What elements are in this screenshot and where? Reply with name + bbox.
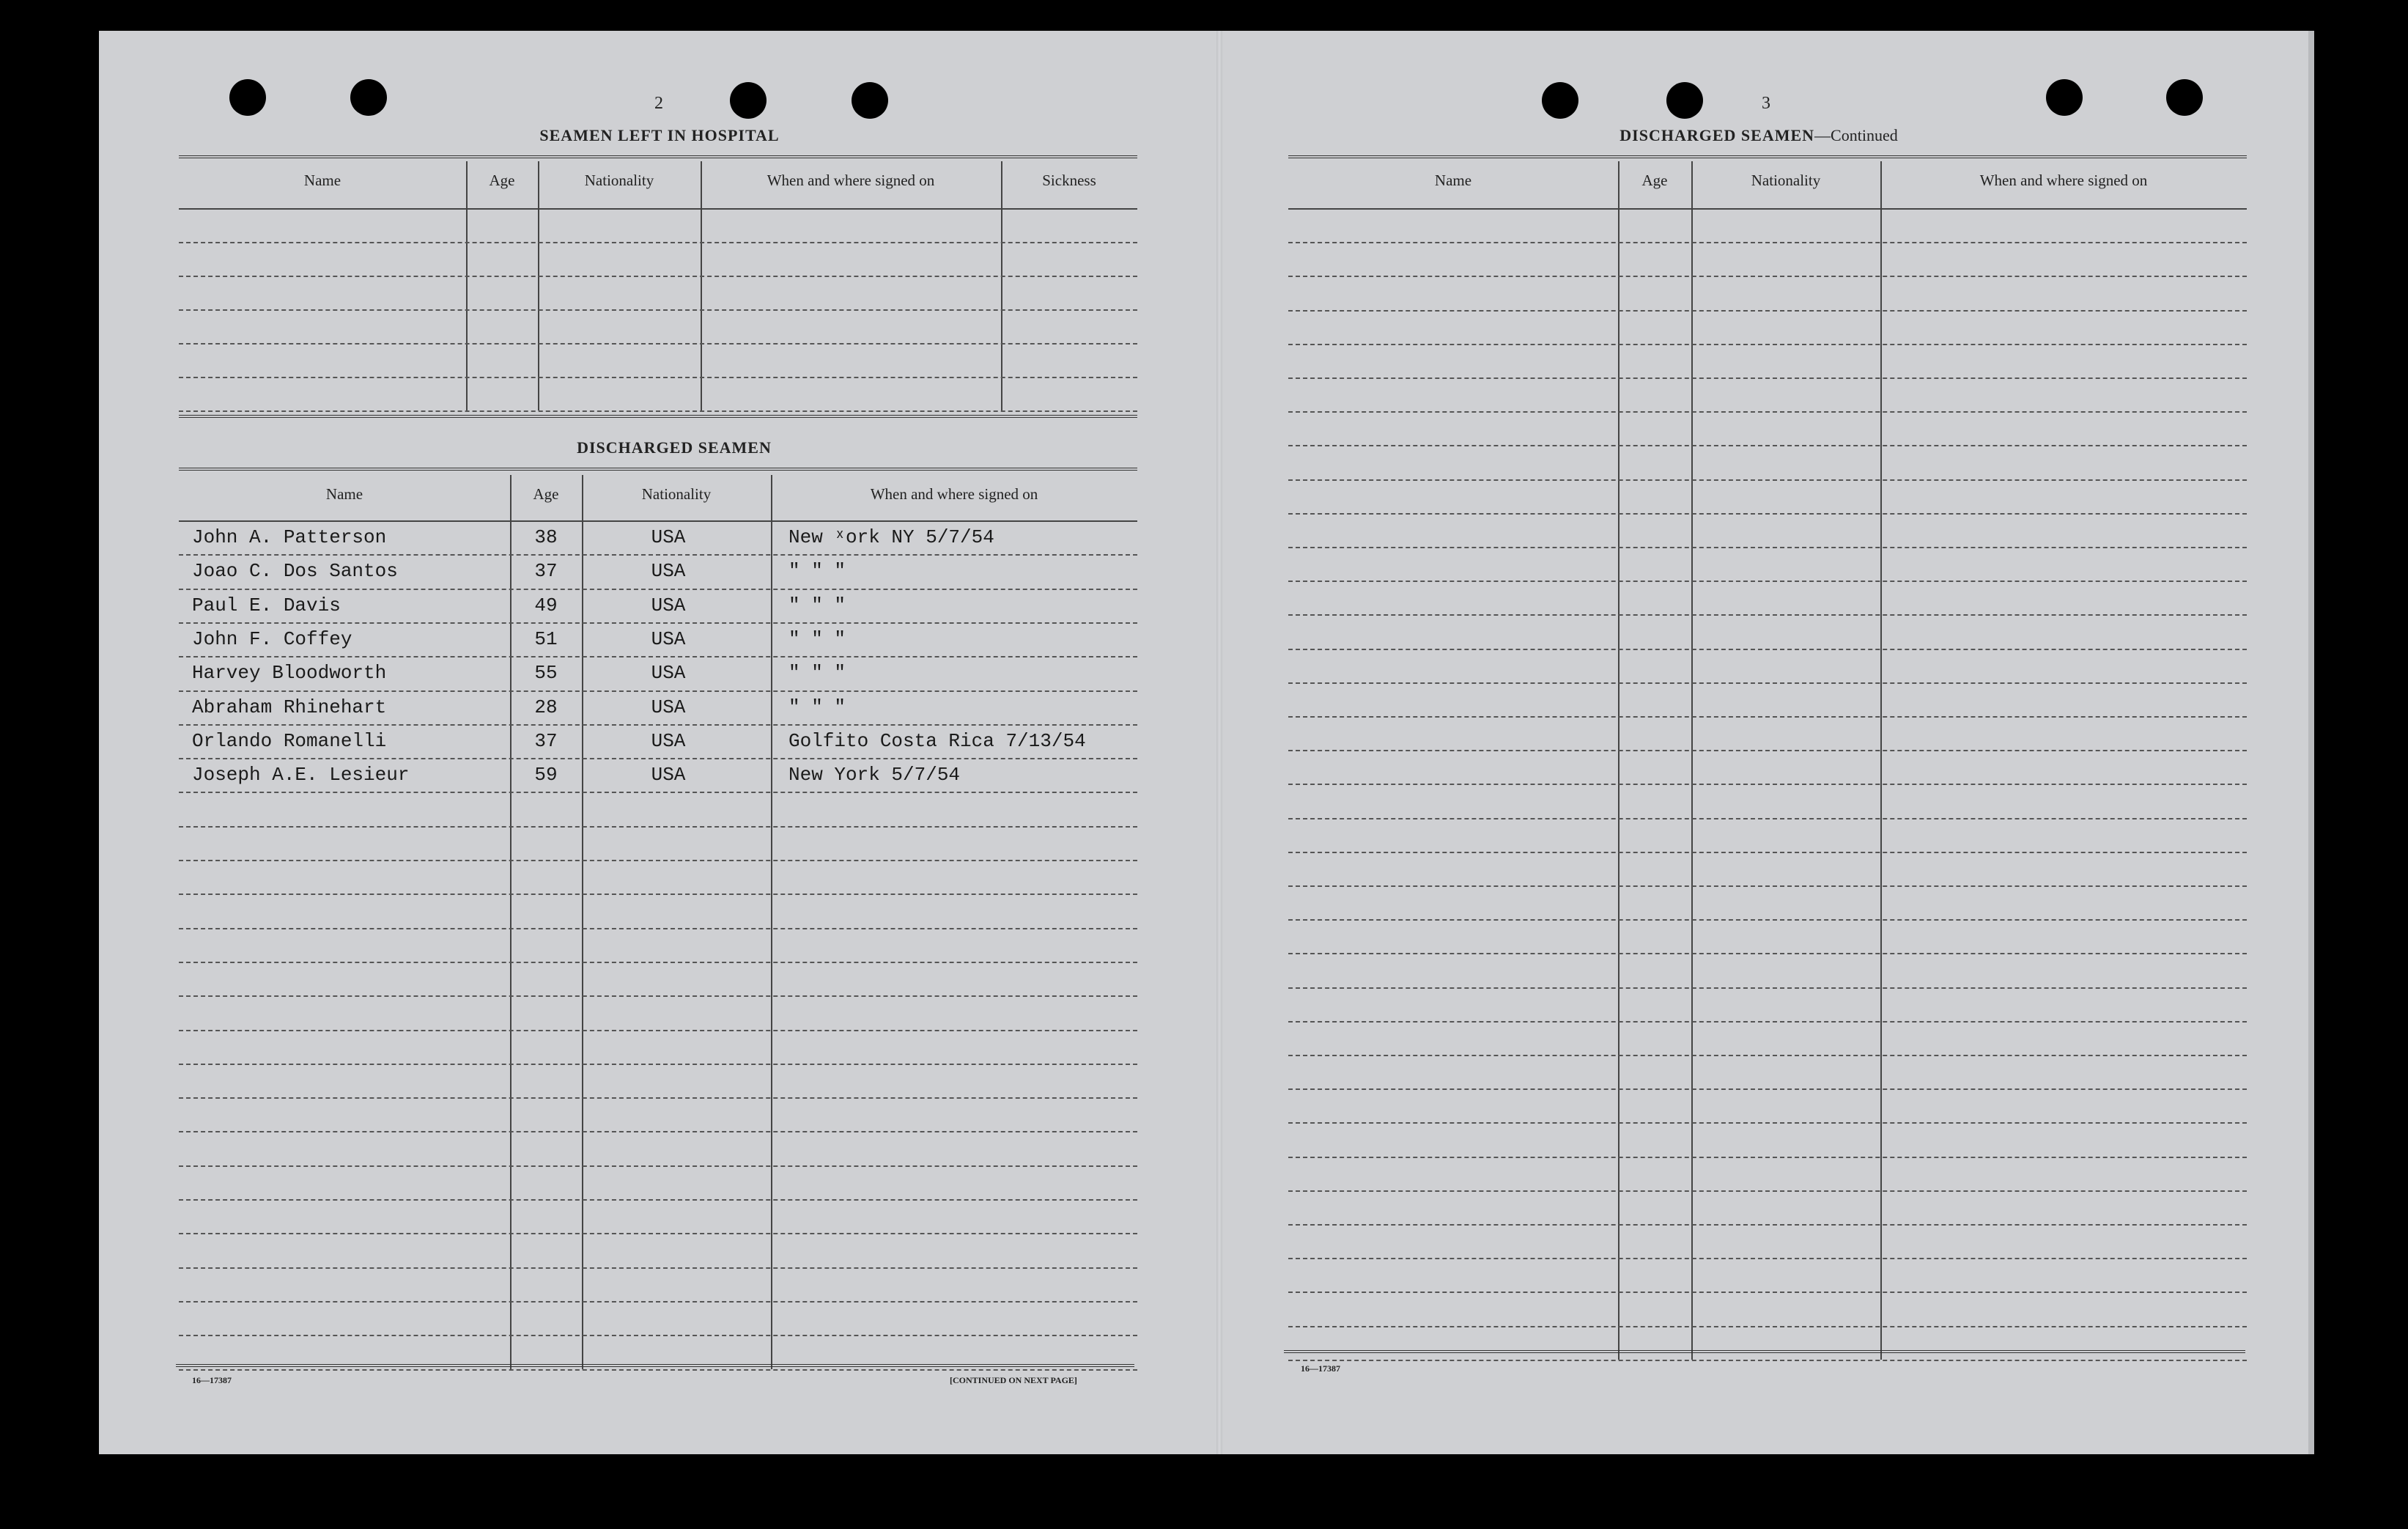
row-line — [1288, 953, 2247, 954]
row-line — [1288, 547, 2247, 548]
seaman-signed-on: " " " — [788, 560, 846, 583]
page-edge — [2308, 31, 2314, 1454]
header-underline — [179, 520, 1137, 522]
row-line — [1288, 276, 2247, 277]
row-line — [179, 554, 1137, 556]
row-line — [1288, 784, 2247, 785]
seaman-signed-on: Golfito Costa Rica 7/13/54 — [788, 729, 1086, 752]
row-line — [179, 1267, 1137, 1269]
punch-hole — [229, 79, 266, 116]
column-header: Nationality — [584, 172, 654, 189]
row-line — [179, 995, 1137, 997]
row-line — [1288, 649, 2247, 650]
form-number: 16—17387 — [192, 1375, 232, 1385]
seaman-signed-on: " " " — [788, 594, 846, 616]
punch-hole — [350, 79, 387, 116]
seaman-nationality: USA — [651, 662, 686, 685]
column-header: Age — [533, 485, 559, 503]
continued-note: [CONTINUED ON NEXT PAGE] — [950, 1375, 1077, 1385]
row-line — [1288, 818, 2247, 819]
seaman-name: John A. Patterson — [192, 526, 387, 548]
row-line — [1288, 1021, 2247, 1023]
row-line — [1288, 1157, 2247, 1158]
title-suffix: —Continued — [1814, 126, 1898, 144]
row-line — [179, 1064, 1137, 1065]
header-underline — [179, 208, 1137, 210]
column-header: Name — [1434, 172, 1472, 189]
row-line — [1288, 310, 2247, 312]
row-line — [1288, 919, 2247, 921]
row-line — [179, 242, 1137, 243]
seaman-signed-on: New York 5/7/54 — [788, 764, 961, 786]
column-divider — [771, 475, 772, 1369]
seaman-name: Joseph A.E. Lesieur — [192, 764, 410, 786]
seaman-age: 49 — [534, 594, 558, 616]
column-divider — [1618, 161, 1620, 1360]
column-divider — [538, 161, 539, 410]
row-line — [1288, 1224, 2247, 1226]
seaman-name: Abraham Rhinehart — [192, 696, 387, 718]
page-number: 3 — [1762, 94, 1770, 113]
seaman-age: 59 — [534, 764, 558, 786]
row-line — [179, 1199, 1137, 1201]
discharged-title: DISCHARGED SEAMEN — [577, 438, 772, 457]
column-divider — [1880, 161, 1882, 1360]
row-line — [179, 758, 1137, 759]
row-line — [1288, 411, 2247, 413]
row-line — [1288, 1122, 2247, 1124]
seaman-age: 51 — [534, 627, 558, 650]
row-line — [179, 792, 1137, 793]
row-line — [1288, 581, 2247, 582]
column-header: Age — [1641, 172, 1668, 189]
row-line — [1288, 1055, 2247, 1056]
row-line — [179, 276, 1137, 277]
row-line — [179, 928, 1137, 929]
right-top-rule — [1288, 155, 2247, 158]
seaman-nationality: USA — [651, 560, 686, 583]
seaman-age: 38 — [534, 526, 558, 548]
row-line — [1288, 682, 2247, 684]
seaman-name: Harvey Bloodworth — [192, 662, 387, 685]
seaman-signed-on: " " " — [788, 696, 846, 718]
row-line — [1288, 1292, 2247, 1293]
column-divider — [701, 161, 702, 410]
punch-hole — [2046, 79, 2083, 116]
seaman-signed-on: " " " — [788, 662, 846, 685]
row-line — [1288, 344, 2247, 345]
header-underline — [1288, 208, 2247, 210]
row-line — [179, 724, 1137, 726]
seaman-nationality: USA — [651, 764, 686, 786]
row-line — [179, 894, 1137, 895]
row-line — [179, 690, 1137, 692]
seaman-nationality: USA — [651, 729, 686, 752]
column-header: Name — [303, 172, 341, 189]
row-line — [179, 343, 1137, 345]
row-line — [179, 1131, 1137, 1132]
row-line — [179, 589, 1137, 590]
punch-hole — [852, 82, 888, 119]
hospital-bottom-rule — [179, 415, 1137, 418]
seaman-name: John F. Coffey — [192, 627, 352, 650]
punch-hole — [730, 82, 767, 119]
row-line — [179, 1165, 1137, 1167]
hospital-title: SEAMEN LEFT IN HOSPITAL — [539, 126, 780, 144]
page-fold — [1216, 31, 1222, 1454]
row-line — [1288, 614, 2247, 616]
punch-hole — [2166, 79, 2203, 116]
seaman-age: 55 — [534, 662, 558, 685]
column-header: Sickness — [1042, 172, 1096, 189]
discharged-top-rule — [179, 468, 1137, 471]
discharged-bottom-rule — [176, 1364, 1134, 1367]
row-line — [1288, 242, 2247, 243]
seaman-name: Joao C. Dos Santos — [192, 560, 398, 583]
seaman-signed-on: New ˣork NY 5/7/54 — [788, 526, 994, 548]
row-line — [1288, 1088, 2247, 1090]
row-line — [179, 962, 1137, 963]
row-line — [1288, 479, 2247, 481]
column-divider — [466, 161, 468, 410]
column-divider — [1691, 161, 1693, 1360]
row-line — [179, 826, 1137, 828]
right-bottom-rule — [1284, 1350, 2245, 1353]
seaman-nationality: USA — [651, 594, 686, 616]
seaman-age: 37 — [534, 729, 558, 752]
row-line — [179, 1301, 1137, 1303]
row-line — [179, 410, 1137, 412]
punch-hole — [1542, 82, 1578, 119]
row-line — [1288, 1190, 2247, 1192]
column-divider — [1001, 161, 1002, 410]
column-header: When and where signed on — [1979, 172, 2148, 189]
row-line — [179, 309, 1137, 311]
row-line — [179, 622, 1137, 624]
row-line — [179, 1369, 1137, 1371]
row-line — [1288, 885, 2247, 887]
row-line — [179, 860, 1137, 861]
discharged-continued-title — [1532, 126, 1986, 145]
row-line — [179, 1233, 1137, 1234]
row-line — [179, 1335, 1137, 1336]
row-line — [179, 1097, 1137, 1099]
seaman-age: 28 — [534, 696, 558, 718]
seaman-signed-on: " " " — [788, 627, 846, 650]
row-line — [1288, 1360, 2247, 1361]
seaman-name: Paul E. Davis — [192, 594, 341, 616]
seaman-nationality: USA — [651, 696, 686, 718]
row-line — [1288, 445, 2247, 446]
form-number: 16—17387 — [1301, 1363, 1340, 1374]
seaman-name: Orlando Romanelli — [192, 729, 387, 752]
punch-hole — [1666, 82, 1703, 119]
column-header: Nationality — [1751, 172, 1821, 189]
row-line — [1288, 750, 2247, 751]
row-line — [179, 377, 1137, 378]
row-line — [1288, 852, 2247, 853]
row-line — [1288, 1326, 2247, 1327]
column-header: When and where signed on — [767, 172, 935, 189]
seaman-nationality: USA — [651, 526, 686, 548]
page-number: 2 — [654, 94, 663, 113]
column-header: Nationality — [641, 485, 712, 503]
hospital-top-rule — [179, 155, 1137, 158]
column-header: Name — [325, 485, 363, 503]
row-line — [1288, 513, 2247, 515]
seaman-nationality: USA — [651, 627, 686, 650]
right-page — [1220, 31, 2313, 1454]
title-main: DISCHARGED SEAMEN — [1620, 126, 1815, 144]
row-line — [179, 1030, 1137, 1031]
column-header: When and where signed on — [870, 485, 1038, 503]
row-line — [1288, 1258, 2247, 1259]
row-line — [1288, 377, 2247, 379]
row-line — [1288, 987, 2247, 989]
seaman-age: 37 — [534, 560, 558, 583]
column-header: Age — [489, 172, 515, 189]
row-line — [1288, 716, 2247, 718]
row-line — [179, 656, 1137, 657]
